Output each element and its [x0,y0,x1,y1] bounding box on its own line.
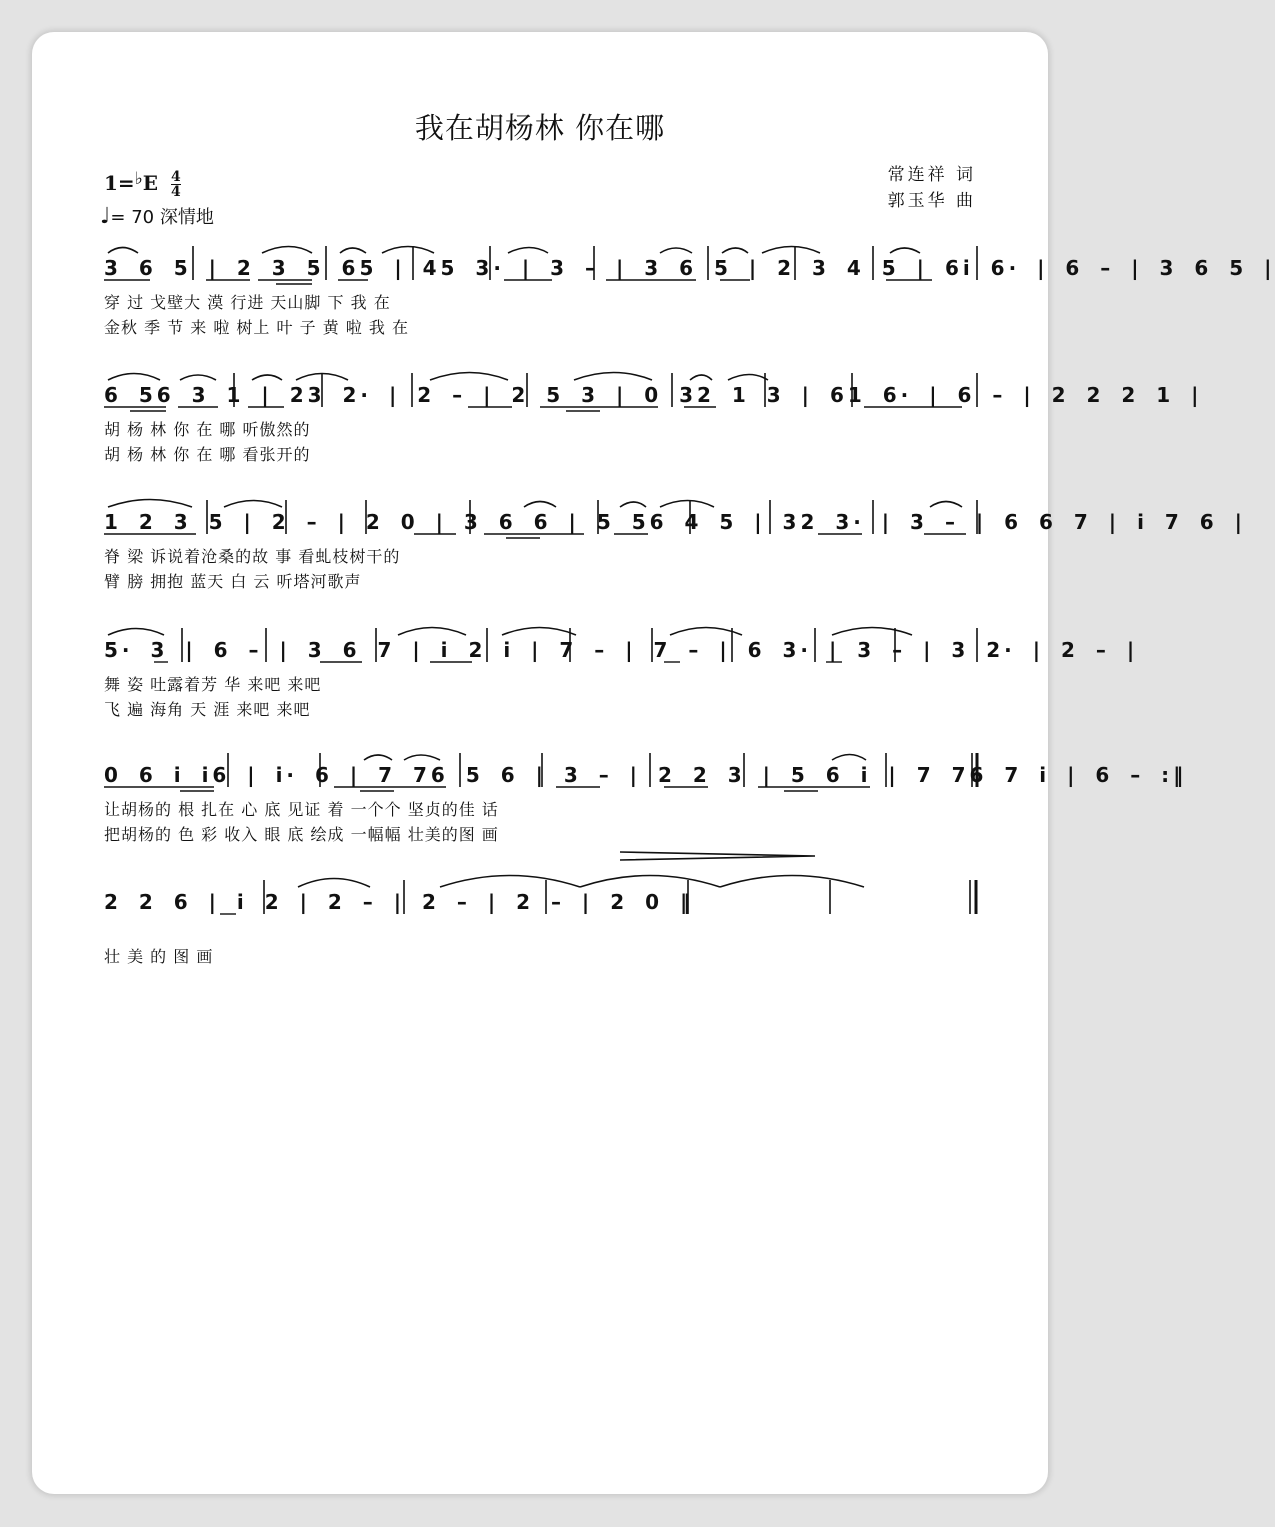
score-row-5 [0,763,1188,855]
lyrics-verse-1: 壮 美 的 图 画 [104,947,214,966]
lyrics-verse-2: 金秋 季 节 来 啦 树上 叶 子 黄 啦 我 在 [104,318,409,337]
lyrics-verse-1: 脊 梁 诉说着沧桑的故 事 看虬枝树干的 [104,547,401,566]
time-top: 4 [170,169,181,185]
composer-credit: 郭玉华 曲 [887,191,976,211]
lyrics-verse-2: 飞 遍 海角 天 涯 来吧 来吧 [104,700,311,719]
song-title: 我在胡杨林 你在哪 [414,111,666,145]
tempo-value: = 70 [110,207,155,228]
score-row-3 [0,510,1246,602]
lyrics-verse-2: 臂 膀 拥抱 蓝天 白 云 听塔河歌声 [104,572,362,591]
key-prefix: 1= [104,171,135,195]
time-signature [171,170,181,199]
lyrics-verse-1: 舞 姿 吐露着芳 华 来吧 来吧 [104,675,322,694]
score-row-4 [0,638,1139,730]
score-row-2 [0,383,1203,475]
notation-line: 2 2 6 | i 2 | 2 – | 2 – | 2 – | 2 0 ‖ [104,890,694,914]
tempo-marking [100,203,214,229]
quarter-note-icon: ♩ [100,204,111,229]
notation-line: 3 6 5 | 2 3 5 65 | 45 3· | 3 – | 3 6 5 | 2 3 4 5 | 6i 6· | 6 – | 3 6 5 | [104,256,1275,280]
time-bottom: 4 [170,184,181,200]
lyrics-verse-1: 让胡杨的 根 扎在 心 底 见证 着 一个个 坚贞的佳 话 [104,800,499,819]
notation-line: 5· 3 | 6 – | 3 6 7 | i 2 i | 7 – | 7 – | 6 3· | 3 – | 3 2· | 2 – | [104,638,1139,662]
lyricist-credit: 常连祥 词 [887,165,976,185]
notation-line: 0 6 i i6 | i· 6 | 7 76 5 6 | 3 – | 2 2 3 | 5 6 i | 7 76 7 i | 6 – :‖ [104,763,1188,787]
lyrics-verse-2: 把胡杨的 色 彩 收入 眼 底 绘成 一幅幅 壮美的图 画 [104,825,499,844]
notation-line: 6 56 3 1 | 23 2· | 2 – | 2 5 3 | 0 32 1 3 | 61 6· | 6 – | 2 2 2 1 | [104,383,1203,407]
expression-marking: 深情地 [159,207,214,228]
lyrics-verse-1: 胡 杨 林 你 在 哪 听傲然的 [104,420,311,439]
score-row-6 [0,892,1080,982]
notation-line: 1 2 3 5 | 2 – | 2 0 | 3 6 6 | 5 56 4 5 | 32 3· | 3 – | 6 6 7 | i 7 6 | [104,510,1246,534]
score-row-1 [0,256,1275,348]
key-letter: E [142,171,158,195]
flat-sign: ♭ [134,169,143,189]
lyrics-verse-2: 胡 杨 林 你 在 哪 看张开的 [104,445,311,464]
key-signature [104,170,181,199]
lyrics-verse-1: 穿 过 戈壁大 漠 行进 天山脚 下 我 在 [104,293,391,312]
